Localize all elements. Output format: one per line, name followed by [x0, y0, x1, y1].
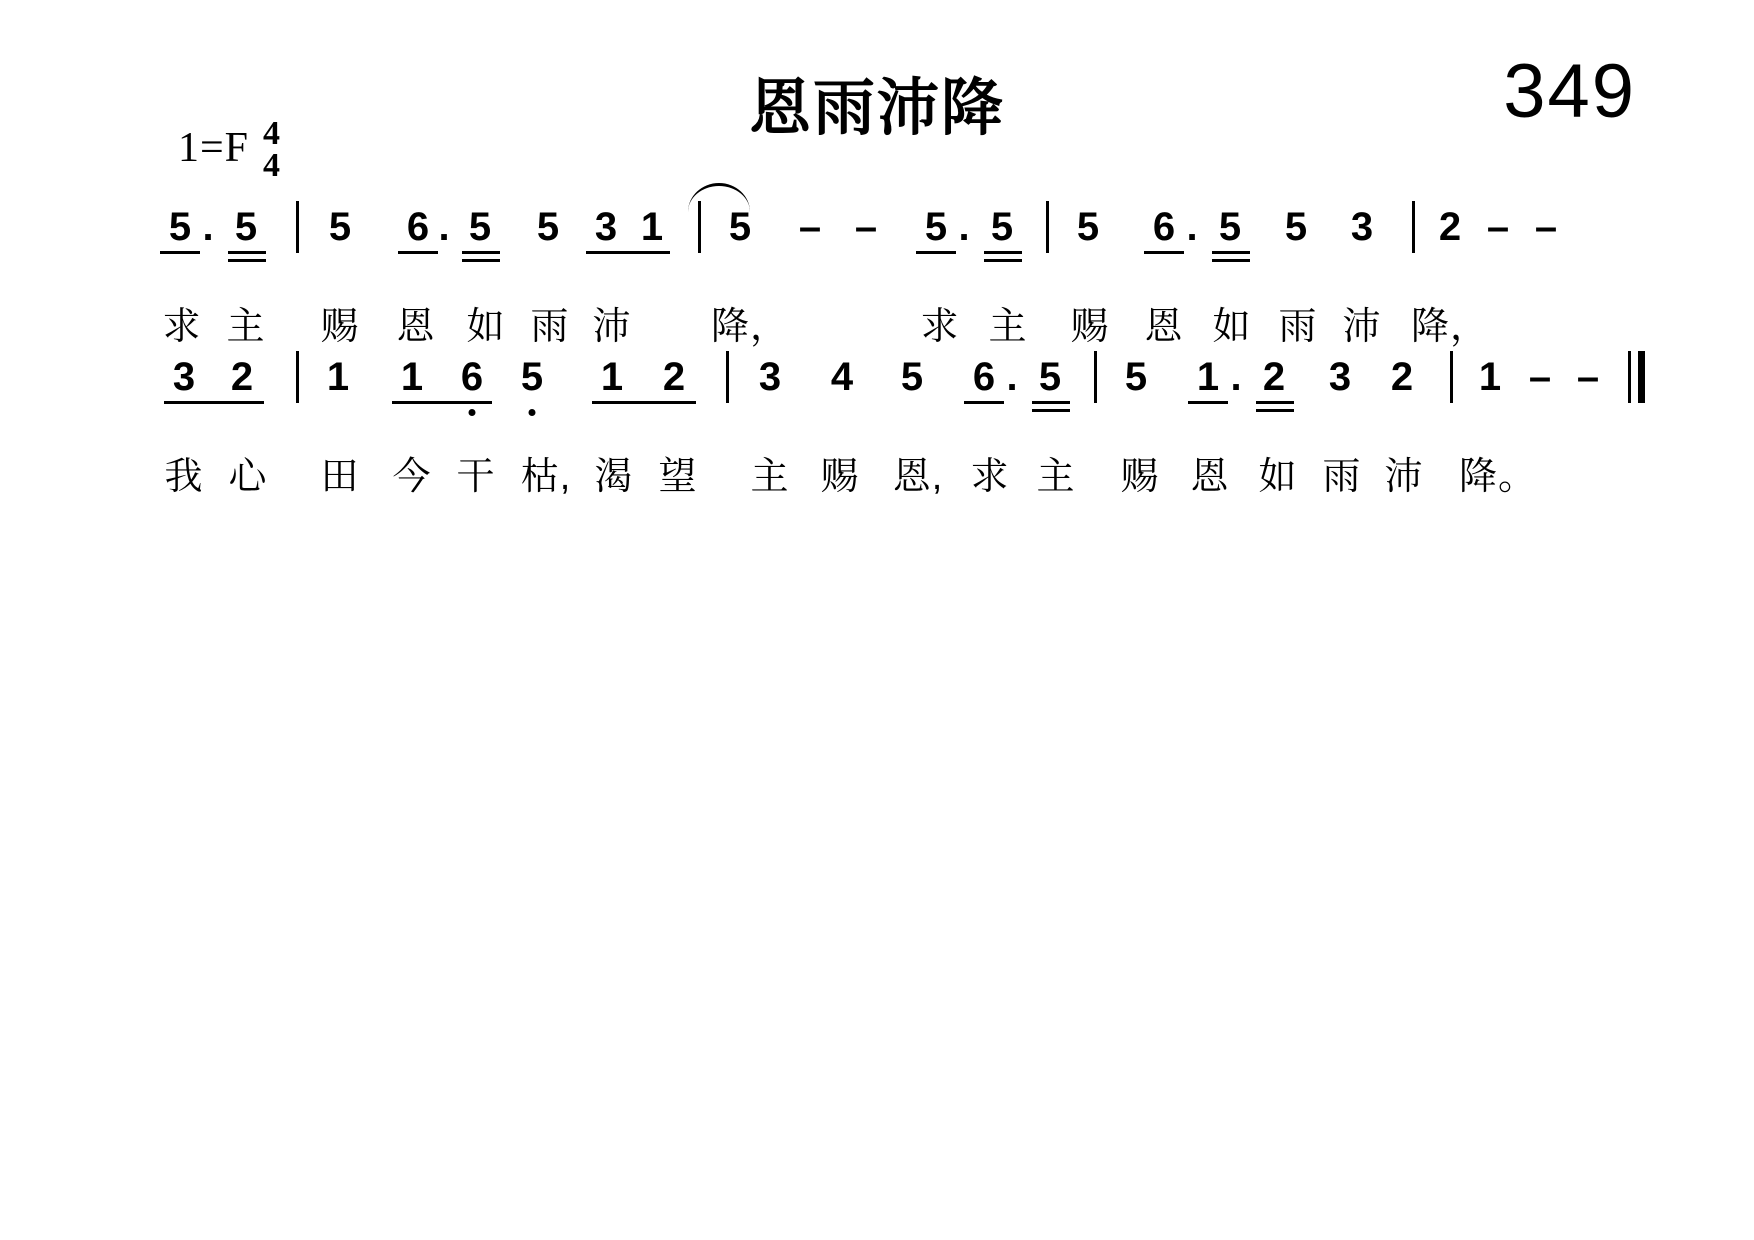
note: 1: [1196, 355, 1220, 399]
note: 2: [1438, 205, 1462, 249]
lyric-char: 主: [226, 306, 266, 348]
augmentation-dot-icon: .: [1186, 205, 1198, 249]
lyric-char: 赐: [1120, 456, 1160, 498]
barline: [698, 201, 701, 253]
lyric-char: 雨: [530, 306, 570, 348]
beam-icon: [964, 401, 1004, 404]
beam-icon: [398, 251, 438, 254]
lyric-char: 赐: [820, 456, 860, 498]
beam-icon: [462, 251, 500, 254]
lyric-char: 枯,: [520, 456, 572, 498]
barline: [726, 351, 729, 403]
final-barline: [1638, 351, 1645, 403]
note: 3: [594, 205, 618, 249]
beam-icon: [984, 251, 1022, 254]
notes-row-2: [150, 355, 1650, 417]
lyric-char: 赐: [1070, 306, 1110, 348]
barline: [1412, 201, 1415, 253]
beam-icon: [1032, 401, 1070, 404]
beam-icon: [160, 251, 200, 254]
note: 5: [900, 355, 924, 399]
lyric-char: 降。: [1458, 456, 1538, 498]
lyrics-row-1: [150, 295, 1650, 353]
note: 5: [990, 205, 1014, 249]
lyric-char: 如: [1212, 306, 1252, 348]
hymn-number: 349: [1503, 49, 1636, 134]
time-signature: [263, 115, 281, 185]
lyric-char: 主: [750, 456, 790, 498]
lyric-char: 沛: [1342, 306, 1382, 348]
lyric-char: 恩: [1144, 306, 1184, 348]
note: 2: [230, 355, 254, 399]
beam-icon: [1144, 251, 1184, 254]
note: 6: [1152, 205, 1176, 249]
note-dash: –: [1486, 205, 1510, 249]
lyric-char: 雨: [1322, 456, 1362, 498]
note: 1: [600, 355, 624, 399]
key-label: 1=F: [178, 125, 250, 172]
augmentation-dot-icon: .: [958, 205, 970, 249]
beam-icon: [1212, 251, 1250, 254]
beam-icon: [164, 401, 264, 404]
lyric-char: 望: [658, 456, 698, 498]
note: 5: [468, 205, 492, 249]
note: 1: [1478, 355, 1502, 399]
beam-icon: [1256, 401, 1294, 404]
barline: [296, 201, 299, 253]
beam-icon: [984, 259, 1022, 262]
beam-icon: [462, 259, 500, 262]
lyric-char: 降，: [1410, 306, 1490, 348]
note: 5: [1284, 205, 1308, 249]
lyric-char: 求: [162, 306, 202, 348]
beam-icon: [586, 251, 670, 254]
note: 3: [172, 355, 196, 399]
note: 3: [758, 355, 782, 399]
augmentation-dot-icon: .: [1006, 355, 1018, 399]
note-dash: –: [1528, 355, 1552, 399]
lyric-char: 恩,: [892, 456, 944, 498]
octave-down-dot-icon: [469, 409, 476, 416]
note: 1: [400, 355, 424, 399]
note: 2: [662, 355, 686, 399]
note: 1: [326, 355, 350, 399]
note: 5: [520, 355, 544, 399]
note: 1: [640, 205, 664, 249]
note-dash: –: [1576, 355, 1600, 399]
key-signature: [178, 115, 281, 185]
lyric-char: 渴: [594, 456, 634, 498]
beam-icon: [228, 251, 266, 254]
note: 5: [1038, 355, 1062, 399]
note-dash: –: [798, 205, 822, 249]
note: 5: [1218, 205, 1242, 249]
lyric-char: 求: [970, 456, 1010, 498]
lyric-char: 今: [392, 456, 432, 498]
note: 3: [1350, 205, 1374, 249]
note: 6: [972, 355, 996, 399]
lyric-char: 主: [988, 306, 1028, 348]
lyric-char: 主: [1036, 456, 1076, 498]
lyric-char: 降，: [710, 306, 790, 348]
note: 5: [1076, 205, 1100, 249]
final-barline: [1628, 351, 1631, 403]
lyric-char: 田: [320, 456, 360, 498]
augmentation-dot-icon: .: [202, 205, 214, 249]
note: 5: [234, 205, 258, 249]
note: 5: [168, 205, 192, 249]
note: 5: [924, 205, 948, 249]
octave-down-dot-icon: [529, 409, 536, 416]
lyric-char: 沛: [592, 306, 632, 348]
lyric-char: 心: [228, 456, 268, 498]
note: 6: [460, 355, 484, 399]
augmentation-dot: [169, 207, 179, 249]
lyric-char: 如: [466, 306, 506, 348]
beam-icon: [228, 259, 266, 262]
note: 6: [406, 205, 430, 249]
lyrics-row-2: [150, 445, 1650, 503]
lyric-char: 雨: [1278, 306, 1318, 348]
barline: [296, 351, 299, 403]
beam-icon: [1212, 259, 1250, 262]
barline: [1450, 351, 1453, 403]
lyric-char: 恩: [396, 306, 436, 348]
lyric-char: 赐: [320, 306, 360, 348]
note: 5: [328, 205, 352, 249]
lyric-char: 我: [164, 456, 204, 498]
note-dash: –: [854, 205, 878, 249]
note: 2: [1390, 355, 1414, 399]
lyric-char: 如: [1258, 456, 1298, 498]
beam-icon: [916, 251, 956, 254]
lyric-char: 干: [456, 456, 496, 498]
note-dash: –: [1534, 205, 1558, 249]
beam-icon: [1188, 401, 1228, 404]
note: 5: [1124, 355, 1148, 399]
note: 4: [830, 355, 854, 399]
barline: [1046, 201, 1049, 253]
time-signature-denominator: 4: [263, 147, 281, 185]
note: 3: [1328, 355, 1352, 399]
page-title: 恩雨沛降: [748, 74, 1005, 143]
beam-icon: [392, 401, 492, 404]
score-line-1: [150, 205, 1650, 353]
augmentation-dot-icon: .: [438, 205, 450, 249]
augmentation-dot-icon: .: [1230, 355, 1242, 399]
note: 5: [536, 205, 560, 249]
lyric-char: 沛: [1384, 456, 1424, 498]
beam-icon: [1032, 409, 1070, 412]
note: 2: [1262, 355, 1286, 399]
notes-row-1: [150, 205, 1650, 267]
lyric-char: 恩: [1190, 456, 1230, 498]
note: 5: [728, 205, 752, 249]
lyric-char: 求: [920, 306, 960, 348]
beam-icon: [1256, 409, 1294, 412]
barline: [1094, 351, 1097, 403]
beam-icon: [592, 401, 696, 404]
score-line-2: [150, 355, 1650, 503]
time-signature-numerator: 4: [263, 115, 281, 152]
